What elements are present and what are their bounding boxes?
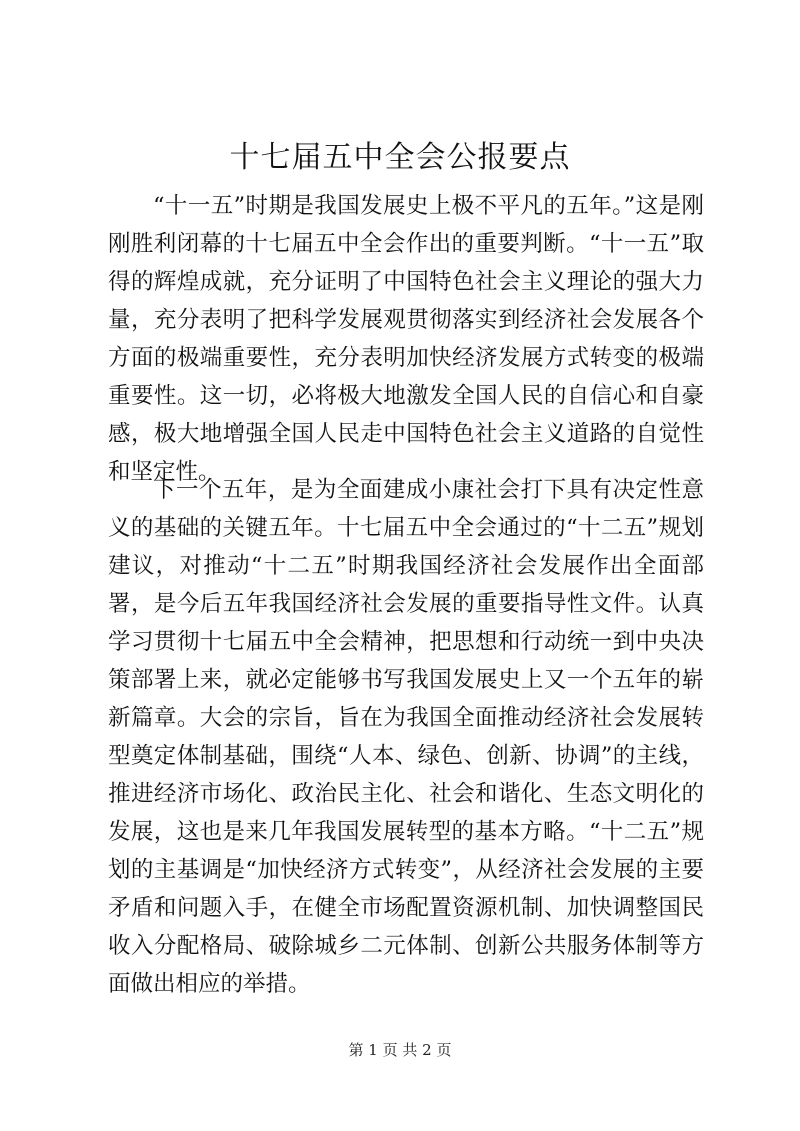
- page-title: 十七届五中全会公报要点: [229, 140, 571, 175]
- body-paragraph: “十一五”时期是我国发展史上极不平凡的五年。”这是刚刚胜利闭幕的十七届五中全会作出的重要判断。“十一五”取得的辉煌成就，充分证明了中国特色社会主义理论的强大力量，充分表明了把科学发展观贯彻落实到经济社会发展各个方面的极端重要性，充分表明加快经济发展方式转变的极端重要性。这一切，必将极大地激发全国人民的自信心和自豪感，极大地增强全国人民走中国特色社会主义道路的自觉性和坚定性。: [108, 193, 704, 485]
- body-paragraph: 下一个五年，是为全面建成小康社会打下具有决定性意义的基础的关键五年。十七届五中全会通过的“十二五”规划建议，对推动“十二五”时期我国经济社会发展作出全面部署，是今后五年我国经济社会发展的重要指导性文件。认真学习贯彻十七届五中全会精神，把思想和行动统一到中央决策部署上来，就必定能够书写我国发展史上又一个五年的崭新篇章。大会的宗旨，旨在为我国全面推动经济社会发展转型奠定体制基础，围绕“人本、绿色、创新、协调”的主线，推进经济市场化、政治民主化、社会和谐化、生态文明化的发展，这也是来几年我国发展转型的基本方略。“十二五”规划的主基调是“加快经济方式转变”，从经济社会发展的主要矛盾和问题入手，在健全市场配置资源机制、加快调整国民收入分配格局、破除城乡二元体制、创新公共服务体制等方面做出相应的举措。: [108, 477, 704, 997]
- page-number-footer: 第 1 页 共 2 页: [348, 1041, 452, 1059]
